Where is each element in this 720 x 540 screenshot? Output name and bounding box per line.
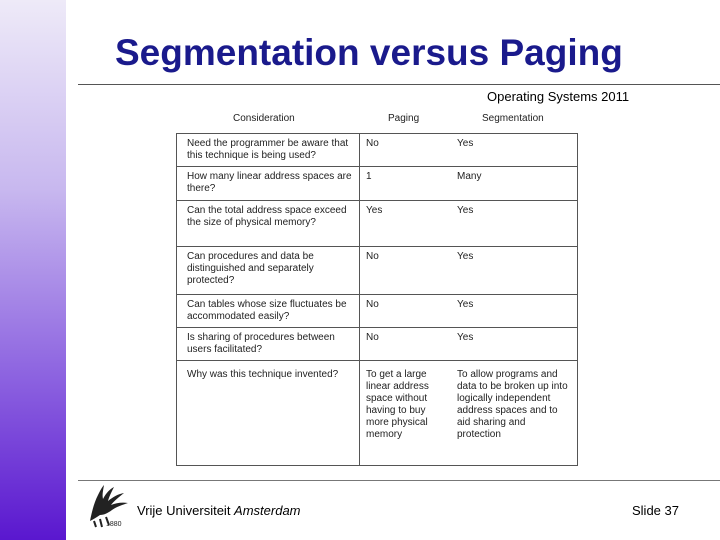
comparison-table: [176, 133, 578, 466]
griffin-logo-icon: [84, 481, 134, 529]
svg-text:1880: 1880: [106, 521, 122, 528]
paging-cell: No: [360, 295, 458, 328]
table-row: [177, 201, 578, 247]
consideration-cell: Can the total address space exceed the size of physical memory?: [177, 201, 360, 247]
slide-subtitle: Operating Systems 2011: [487, 89, 630, 104]
table-row: [177, 361, 578, 466]
segmentation-cell: Yes: [457, 201, 578, 247]
consideration-cell: Why was this technique invented?: [177, 361, 360, 466]
footer-divider: [78, 480, 720, 481]
paging-cell: To get a large linear address space without having to buy more physical memory: [360, 361, 458, 466]
consideration-cell: Is sharing of procedures between users facilitated?: [177, 328, 360, 361]
consideration-cell: Can tables whose size fluctuates be accommodated easily?: [177, 295, 360, 328]
paging-cell: No: [360, 328, 458, 361]
table-row: [177, 295, 578, 328]
slide-title: Segmentation versus Paging: [115, 32, 623, 73]
table-row: [177, 328, 578, 361]
table-row: [177, 167, 578, 201]
university-name-italic: Amsterdam: [234, 503, 301, 518]
paging-cell: Yes: [360, 201, 458, 247]
footer-university: [137, 503, 301, 518]
header-consideration: Consideration: [233, 113, 295, 124]
segmentation-cell: Yes: [457, 134, 578, 167]
consideration-cell: How many linear address spaces are there?: [177, 167, 360, 201]
consideration-cell: Need the programmer be aware that this technique is being used?: [177, 134, 360, 167]
title-divider: [78, 84, 720, 85]
consideration-cell: Can procedures and data be distinguished and separately protected?: [177, 247, 360, 295]
university-name-roman: Vrije Universiteit: [137, 503, 235, 518]
paging-cell: No: [360, 247, 458, 295]
table-row: [177, 134, 578, 167]
left-gradient-bar: [0, 0, 66, 540]
paging-cell: 1: [360, 167, 458, 201]
header-segmentation: Segmentation: [482, 113, 544, 124]
header-paging: Paging: [388, 113, 420, 124]
slide-number: Slide 37: [632, 503, 679, 518]
paging-cell: No: [360, 134, 458, 167]
segmentation-cell: To allow programs and data to be broken up into logically independent address spaces and to aid sharing and protection: [457, 361, 578, 466]
segmentation-cell: Yes: [457, 295, 578, 328]
segmentation-cell: Yes: [457, 328, 578, 361]
segmentation-cell: Many: [457, 167, 578, 201]
segmentation-cell: Yes: [457, 247, 578, 295]
table-row: [177, 247, 578, 295]
